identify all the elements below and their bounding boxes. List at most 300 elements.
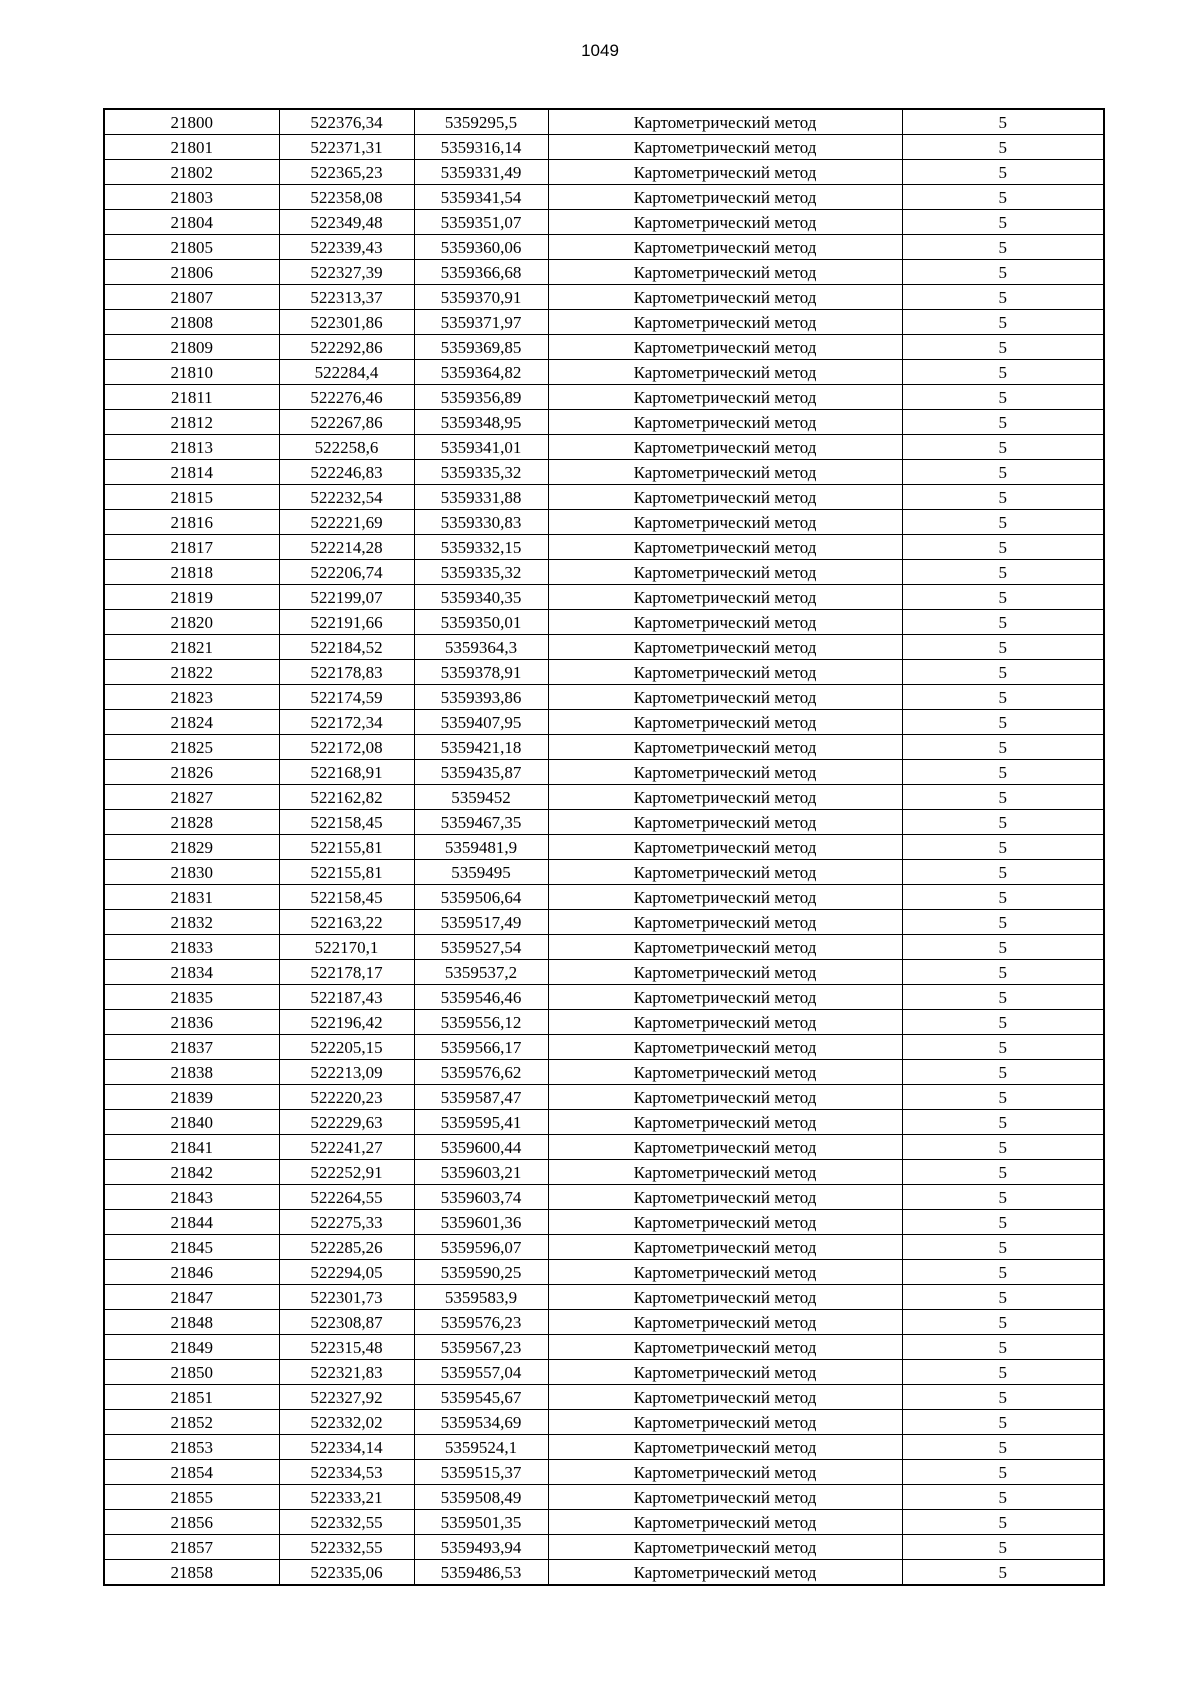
y-coordinate-cell: 5359576,23 [414,1310,548,1335]
table-row [104,1310,1104,1335]
table-row [104,1060,1104,1085]
table-row [104,235,1104,260]
table-row [104,185,1104,210]
x-coordinate-cell: 522158,45 [279,810,414,835]
point-number-cell: 21812 [104,410,279,435]
y-coordinate-cell: 5359486,53 [414,1560,548,1586]
y-coordinate-cell: 5359393,86 [414,685,548,710]
y-coordinate-cell: 5359341,01 [414,435,548,460]
point-number-cell: 21851 [104,1385,279,1410]
y-coordinate-cell: 5359583,9 [414,1285,548,1310]
point-number-cell: 21800 [104,109,279,135]
point-number-cell: 21842 [104,1160,279,1185]
table-row [104,935,1104,960]
accuracy-cell: 5 [902,1110,1104,1135]
table-row [104,460,1104,485]
accuracy-cell: 5 [902,1210,1104,1235]
point-number-cell: 21839 [104,1085,279,1110]
method-cell: Картометрический метод [548,685,902,710]
accuracy-cell: 5 [902,185,1104,210]
point-number-cell: 21821 [104,635,279,660]
point-number-cell: 21836 [104,1010,279,1035]
table-row [104,1435,1104,1460]
x-coordinate-cell: 522358,08 [279,185,414,210]
x-coordinate-cell: 522301,86 [279,310,414,335]
accuracy-cell: 5 [902,1435,1104,1460]
x-coordinate-cell: 522213,09 [279,1060,414,1085]
point-number-cell: 21808 [104,310,279,335]
x-coordinate-cell: 522178,17 [279,960,414,985]
accuracy-cell: 5 [902,285,1104,310]
x-coordinate-cell: 522365,23 [279,160,414,185]
y-coordinate-cell: 5359595,41 [414,1110,548,1135]
table-row [104,360,1104,385]
x-coordinate-cell: 522155,81 [279,835,414,860]
accuracy-cell: 5 [902,735,1104,760]
point-number-cell: 21818 [104,560,279,585]
accuracy-cell: 5 [902,560,1104,585]
point-number-cell: 21822 [104,660,279,685]
accuracy-cell: 5 [902,460,1104,485]
method-cell: Картометрический метод [548,1160,902,1185]
point-number-cell: 21855 [104,1485,279,1510]
accuracy-cell: 5 [902,1310,1104,1335]
point-number-cell: 21806 [104,260,279,285]
point-number-cell: 21845 [104,1235,279,1260]
method-cell: Картометрический метод [548,1260,902,1285]
point-number-cell: 21804 [104,210,279,235]
method-cell: Картометрический метод [548,810,902,835]
accuracy-cell: 5 [902,235,1104,260]
method-cell: Картометрический метод [548,335,902,360]
table-row [104,635,1104,660]
point-number-cell: 21814 [104,460,279,485]
y-coordinate-cell: 5359508,49 [414,1485,548,1510]
point-number-cell: 21815 [104,485,279,510]
y-coordinate-cell: 5359600,44 [414,1135,548,1160]
method-cell: Картометрический метод [548,710,902,735]
accuracy-cell: 5 [902,835,1104,860]
table-row [104,885,1104,910]
table-row [104,1535,1104,1560]
x-coordinate-cell: 522332,02 [279,1410,414,1435]
y-coordinate-cell: 5359331,88 [414,485,548,510]
accuracy-cell: 5 [902,385,1104,410]
method-cell: Картометрический метод [548,410,902,435]
y-coordinate-cell: 5359527,54 [414,935,548,960]
table-row [104,960,1104,985]
table-row [104,1260,1104,1285]
coordinates-table-body [104,109,1104,1585]
y-coordinate-cell: 5359590,25 [414,1260,548,1285]
table-row [104,1360,1104,1385]
table-row [104,685,1104,710]
accuracy-cell: 5 [902,1385,1104,1410]
method-cell: Картометрический метод [548,160,902,185]
method-cell: Картометрический метод [548,1510,902,1535]
point-number-cell: 21829 [104,835,279,860]
point-number-cell: 21810 [104,360,279,385]
x-coordinate-cell: 522267,86 [279,410,414,435]
x-coordinate-cell: 522178,83 [279,660,414,685]
x-coordinate-cell: 522241,27 [279,1135,414,1160]
table-row [104,160,1104,185]
y-coordinate-cell: 5359596,07 [414,1235,548,1260]
table-row [104,535,1104,560]
method-cell: Картометрический метод [548,935,902,960]
y-coordinate-cell: 5359378,91 [414,660,548,685]
x-coordinate-cell: 522313,37 [279,285,414,310]
y-coordinate-cell: 5359524,1 [414,1435,548,1460]
y-coordinate-cell: 5359557,04 [414,1360,548,1385]
accuracy-cell: 5 [902,260,1104,285]
table-row [104,335,1104,360]
y-coordinate-cell: 5359421,18 [414,735,548,760]
y-coordinate-cell: 5359335,32 [414,560,548,585]
method-cell: Картометрический метод [548,510,902,535]
y-coordinate-cell: 5359371,97 [414,310,548,335]
point-number-cell: 21830 [104,860,279,885]
point-number-cell: 21825 [104,735,279,760]
y-coordinate-cell: 5359546,46 [414,985,548,1010]
point-number-cell: 21802 [104,160,279,185]
accuracy-cell: 5 [902,935,1104,960]
y-coordinate-cell: 5359356,89 [414,385,548,410]
point-number-cell: 21848 [104,1310,279,1335]
accuracy-cell: 5 [902,635,1104,660]
y-coordinate-cell: 5359576,62 [414,1060,548,1085]
point-number-cell: 21837 [104,1035,279,1060]
method-cell: Картометрический метод [548,910,902,935]
table-row [104,760,1104,785]
method-cell: Картометрический метод [548,1060,902,1085]
table-row [104,1160,1104,1185]
accuracy-cell: 5 [902,1560,1104,1586]
accuracy-cell: 5 [902,585,1104,610]
table-row [104,1485,1104,1510]
point-number-cell: 21850 [104,1360,279,1385]
point-number-cell: 21807 [104,285,279,310]
y-coordinate-cell: 5359340,35 [414,585,548,610]
x-coordinate-cell: 522229,63 [279,1110,414,1135]
accuracy-cell: 5 [902,109,1104,135]
point-number-cell: 21844 [104,1210,279,1235]
x-coordinate-cell: 522285,26 [279,1235,414,1260]
method-cell: Картометрический метод [548,1110,902,1135]
method-cell: Картометрический метод [548,285,902,310]
accuracy-cell: 5 [902,1010,1104,1035]
method-cell: Картометрический метод [548,260,902,285]
point-number-cell: 21811 [104,385,279,410]
y-coordinate-cell: 5359601,36 [414,1210,548,1235]
x-coordinate-cell: 522301,73 [279,1285,414,1310]
y-coordinate-cell: 5359567,23 [414,1335,548,1360]
point-number-cell: 21816 [104,510,279,535]
point-number-cell: 21832 [104,910,279,935]
accuracy-cell: 5 [902,535,1104,560]
x-coordinate-cell: 522162,82 [279,785,414,810]
method-cell: Картометрический метод [548,1035,902,1060]
method-cell: Картометрический метод [548,1360,902,1385]
method-cell: Картометрический метод [548,885,902,910]
table-row [104,810,1104,835]
accuracy-cell: 5 [902,1135,1104,1160]
accuracy-cell: 5 [902,1460,1104,1485]
method-cell: Картометрический метод [548,660,902,685]
x-coordinate-cell: 522332,55 [279,1535,414,1560]
table-row [104,860,1104,885]
y-coordinate-cell: 5359493,94 [414,1535,548,1560]
table-row [104,410,1104,435]
method-cell: Картометрический метод [548,985,902,1010]
y-coordinate-cell: 5359335,32 [414,460,548,485]
y-coordinate-cell: 5359501,35 [414,1510,548,1535]
coordinates-table [103,108,1105,1586]
table-row [104,660,1104,685]
accuracy-cell: 5 [902,510,1104,535]
point-number-cell: 21854 [104,1460,279,1485]
accuracy-cell: 5 [902,685,1104,710]
method-cell: Картометрический метод [548,310,902,335]
y-coordinate-cell: 5359435,87 [414,760,548,785]
table-row [104,1560,1104,1586]
y-coordinate-cell: 5359364,3 [414,635,548,660]
point-number-cell: 21833 [104,935,279,960]
y-coordinate-cell: 5359341,54 [414,185,548,210]
x-coordinate-cell: 522220,23 [279,1085,414,1110]
x-coordinate-cell: 522221,69 [279,510,414,535]
accuracy-cell: 5 [902,1485,1104,1510]
x-coordinate-cell: 522327,39 [279,260,414,285]
method-cell: Картометрический метод [548,1460,902,1485]
table-row [104,835,1104,860]
method-cell: Картометрический метод [548,360,902,385]
point-number-cell: 21835 [104,985,279,1010]
method-cell: Картометрический метод [548,1435,902,1460]
point-number-cell: 21828 [104,810,279,835]
x-coordinate-cell: 522252,91 [279,1160,414,1185]
table-row [104,385,1104,410]
x-coordinate-cell: 522264,55 [279,1185,414,1210]
x-coordinate-cell: 522321,83 [279,1360,414,1385]
accuracy-cell: 5 [902,160,1104,185]
accuracy-cell: 5 [902,410,1104,435]
method-cell: Картометрический метод [548,835,902,860]
accuracy-cell: 5 [902,1260,1104,1285]
method-cell: Картометрический метод [548,560,902,585]
x-coordinate-cell: 522232,54 [279,485,414,510]
table-row [104,1385,1104,1410]
accuracy-cell: 5 [902,785,1104,810]
x-coordinate-cell: 522170,1 [279,935,414,960]
method-cell: Картометрический метод [548,185,902,210]
x-coordinate-cell: 522335,06 [279,1560,414,1586]
point-number-cell: 21846 [104,1260,279,1285]
page-number: 1049 [581,41,619,60]
method-cell: Картометрический метод [548,760,902,785]
accuracy-cell: 5 [902,1360,1104,1385]
method-cell: Картометрический метод [548,1335,902,1360]
table-row [104,1085,1104,1110]
y-coordinate-cell: 5359467,35 [414,810,548,835]
y-coordinate-cell: 5359360,06 [414,235,548,260]
table-row [104,735,1104,760]
x-coordinate-cell: 522276,46 [279,385,414,410]
table-row [104,1460,1104,1485]
accuracy-cell: 5 [902,1235,1104,1260]
accuracy-cell: 5 [902,485,1104,510]
point-number-cell: 21841 [104,1135,279,1160]
point-number-cell: 21813 [104,435,279,460]
method-cell: Картометрический метод [548,1410,902,1435]
x-coordinate-cell: 522334,14 [279,1435,414,1460]
accuracy-cell: 5 [902,810,1104,835]
method-cell: Картометрический метод [548,1535,902,1560]
y-coordinate-cell: 5359370,91 [414,285,548,310]
table-row [104,135,1104,160]
y-coordinate-cell: 5359366,68 [414,260,548,285]
accuracy-cell: 5 [902,660,1104,685]
x-coordinate-cell: 522205,15 [279,1035,414,1060]
x-coordinate-cell: 522334,53 [279,1460,414,1485]
y-coordinate-cell: 5359495 [414,860,548,885]
x-coordinate-cell: 522206,74 [279,560,414,585]
x-coordinate-cell: 522308,87 [279,1310,414,1335]
table-row [104,210,1104,235]
accuracy-cell: 5 [902,960,1104,985]
y-coordinate-cell: 5359603,74 [414,1185,548,1210]
method-cell: Картометрический метод [548,1310,902,1335]
y-coordinate-cell: 5359364,82 [414,360,548,385]
y-coordinate-cell: 5359369,85 [414,335,548,360]
method-cell: Картометрический метод [548,1560,902,1586]
accuracy-cell: 5 [902,885,1104,910]
table-row [104,260,1104,285]
accuracy-cell: 5 [902,985,1104,1010]
point-number-cell: 21820 [104,610,279,635]
x-coordinate-cell: 522284,4 [279,360,414,385]
table-row [104,910,1104,935]
method-cell: Картометрический метод [548,1185,902,1210]
method-cell: Картометрический метод [548,1385,902,1410]
point-number-cell: 21805 [104,235,279,260]
accuracy-cell: 5 [902,310,1104,335]
x-coordinate-cell: 522199,07 [279,585,414,610]
table-row [104,1035,1104,1060]
x-coordinate-cell: 522275,33 [279,1210,414,1235]
table-row [104,1110,1104,1135]
method-cell: Картометрический метод [548,1135,902,1160]
x-coordinate-cell: 522191,66 [279,610,414,635]
method-cell: Картометрический метод [548,385,902,410]
x-coordinate-cell: 522292,86 [279,335,414,360]
x-coordinate-cell: 522333,21 [279,1485,414,1510]
accuracy-cell: 5 [902,910,1104,935]
table-row [104,1285,1104,1310]
x-coordinate-cell: 522155,81 [279,860,414,885]
y-coordinate-cell: 5359331,49 [414,160,548,185]
method-cell: Картометрический метод [548,460,902,485]
method-cell: Картометрический метод [548,1210,902,1235]
x-coordinate-cell: 522172,08 [279,735,414,760]
y-coordinate-cell: 5359534,69 [414,1410,548,1435]
method-cell: Картометрический метод [548,1010,902,1035]
method-cell: Картометрический метод [548,735,902,760]
point-number-cell: 21858 [104,1560,279,1586]
method-cell: Картометрический метод [548,1285,902,1310]
point-number-cell: 21834 [104,960,279,985]
method-cell: Картометрический метод [548,109,902,135]
accuracy-cell: 5 [902,610,1104,635]
point-number-cell: 21853 [104,1435,279,1460]
y-coordinate-cell: 5359350,01 [414,610,548,635]
y-coordinate-cell: 5359515,37 [414,1460,548,1485]
method-cell: Картометрический метод [548,860,902,885]
table-row [104,1185,1104,1210]
x-coordinate-cell: 522371,31 [279,135,414,160]
y-coordinate-cell: 5359330,83 [414,510,548,535]
table-row [104,285,1104,310]
x-coordinate-cell: 522349,48 [279,210,414,235]
point-number-cell: 21843 [104,1185,279,1210]
table-row [104,1235,1104,1260]
method-cell: Картометрический метод [548,785,902,810]
x-coordinate-cell: 522294,05 [279,1260,414,1285]
accuracy-cell: 5 [902,1035,1104,1060]
table-row [104,710,1104,735]
x-coordinate-cell: 522214,28 [279,535,414,560]
x-coordinate-cell: 522168,91 [279,760,414,785]
table-row [104,310,1104,335]
point-number-cell: 21856 [104,1510,279,1535]
table-row [104,610,1104,635]
x-coordinate-cell: 522187,43 [279,985,414,1010]
accuracy-cell: 5 [902,1085,1104,1110]
y-coordinate-cell: 5359517,49 [414,910,548,935]
point-number-cell: 21838 [104,1060,279,1085]
point-number-cell: 21827 [104,785,279,810]
accuracy-cell: 5 [902,710,1104,735]
point-number-cell: 21803 [104,185,279,210]
table-row [104,1410,1104,1435]
accuracy-cell: 5 [902,360,1104,385]
accuracy-cell: 5 [902,860,1104,885]
table-row [104,1335,1104,1360]
x-coordinate-cell: 522246,83 [279,460,414,485]
x-coordinate-cell: 522332,55 [279,1510,414,1535]
table-row [104,1135,1104,1160]
table-row [104,109,1104,135]
method-cell: Картометрический метод [548,135,902,160]
y-coordinate-cell: 5359407,95 [414,710,548,735]
accuracy-cell: 5 [902,1160,1104,1185]
accuracy-cell: 5 [902,435,1104,460]
table-row [104,1510,1104,1535]
point-number-cell: 21817 [104,535,279,560]
x-coordinate-cell: 522174,59 [279,685,414,710]
table-row [104,785,1104,810]
method-cell: Картометрический метод [548,960,902,985]
x-coordinate-cell: 522258,6 [279,435,414,460]
y-coordinate-cell: 5359556,12 [414,1010,548,1035]
accuracy-cell: 5 [902,1535,1104,1560]
y-coordinate-cell: 5359587,47 [414,1085,548,1110]
table-row [104,510,1104,535]
point-number-cell: 21840 [104,1110,279,1135]
accuracy-cell: 5 [902,1335,1104,1360]
method-cell: Картометрический метод [548,235,902,260]
x-coordinate-cell: 522163,22 [279,910,414,935]
